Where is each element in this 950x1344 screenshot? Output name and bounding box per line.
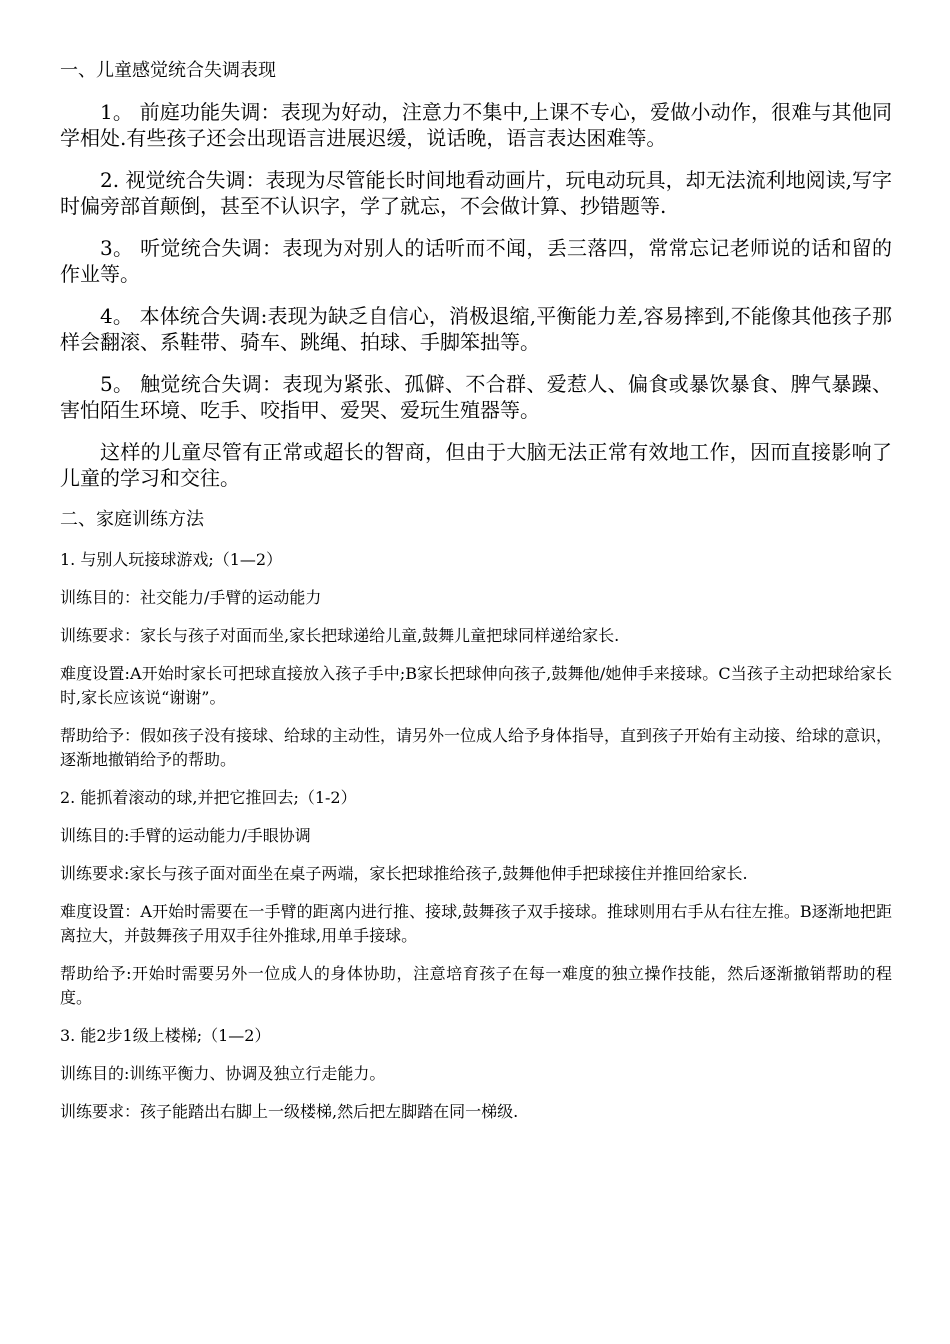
section-heading-home-training: 二、家庭训练方法 xyxy=(60,509,204,530)
exercise-1-difficulty: 难度设置:A开始时家长可把球直接放入孩子手中;B家长把球伸向孩子,鼓舞他/她伸手来接球。C当孩子主动把球给家长时,家长应该说“谢谢”。 xyxy=(60,664,892,707)
paragraph-visual: 2. 视觉统合失调：表现为尽管能长时间地看动画片，玩电动玩具，却无法流利地阅读,写字时偏旁部首颠倒，甚至不认识字，学了就忘，不会做计算、抄错题等. xyxy=(60,168,892,218)
exercise-1-title: 1. 与别人玩接球游戏;（1—2） xyxy=(60,550,283,569)
document-page xyxy=(60,58,892,1138)
exercise-1-goal: 训练目的：社交能力/手臂的运动能力 xyxy=(60,588,322,607)
exercise-2-requirement: 训练要求:家长与孩子面对面坐在桌子两端，家长把球推给孩子,鼓舞他伸手把球接住并推回给家长. xyxy=(60,864,748,883)
paragraph-vestibular: 1。 前庭功能失调：表现为好动，注意力不集中,上课不专心，爱做小动作，很难与其他同学相处.有些孩子还会出现语言进展迟缓，说话晚，语言表达困难等。 xyxy=(60,100,892,150)
paragraph-summary: 这样的儿童尽管有正常或超长的智商，但由于大脑无法正常有效地工作，因而直接影响了儿童的学习和交往。 xyxy=(60,440,892,490)
section-heading-sensory-dysfunction: 一、儿童感觉统合失调表现 xyxy=(60,60,276,81)
paragraph-proprioceptive: 4。 本体统合失调:表现为缺乏自信心，消极退缩,平衡能力差,容易摔到,不能像其他孩子那样会翻滚、系鞋带、骑车、跳绳、拍球、手脚笨拙等。 xyxy=(60,304,892,354)
paragraph-tactile: 5。 触觉统合失调：表现为紧张、孤僻、不合群、爱惹人、偏食或暴饮暴食、脾气暴躁、害怕陌生环境、吃手、咬指甲、爱哭、爱玩生殖器等。 xyxy=(60,372,892,422)
exercise-2-goal: 训练目的:手臂的运动能力/手眼协调 xyxy=(60,826,311,845)
exercise-1-assistance: 帮助给予：假如孩子没有接球、给球的主动性，请另外一位成人给予身体指导，直到孩子开始有主动接、给球的意识，逐渐地撤销给予的帮助。 xyxy=(60,726,893,769)
paragraph-auditory: 3。 听觉统合失调：表现为对别人的话听而不闻，丢三落四，常常忘记老师说的话和留的作业等。 xyxy=(60,236,892,286)
exercise-2-assistance: 帮助给予:开始时需要另外一位成人的身体协助，注意培育孩子在每一难度的独立操作技能，然后逐渐撤销帮助的程度。 xyxy=(60,964,892,1007)
exercise-1-requirement: 训练要求：家长与孩子对面而坐,家长把球递给儿童,鼓舞儿童把球同样递给家长. xyxy=(60,626,620,645)
exercise-3-title: 3. 能2步1级上楼梯;（1—2） xyxy=(60,1026,271,1045)
exercise-2-difficulty: 难度设置：A开始时需要在一手臂的距离内进行推、接球,鼓舞孩子双手接球。推球则用右手从右往左推。B逐渐地把距离拉大，并鼓舞孩子用双手往外推球,用单手接球。 xyxy=(60,902,892,945)
exercise-3-goal: 训练目的:训练平衡力、协调及独立行走能力。 xyxy=(60,1064,386,1083)
exercise-2-title: 2. 能抓着滚动的球,并把它推回去;（1-2） xyxy=(60,788,357,807)
exercise-3-requirement: 训练要求：孩子能踏出右脚上一级楼梯,然后把左脚踏在同一梯级. xyxy=(60,1102,519,1121)
